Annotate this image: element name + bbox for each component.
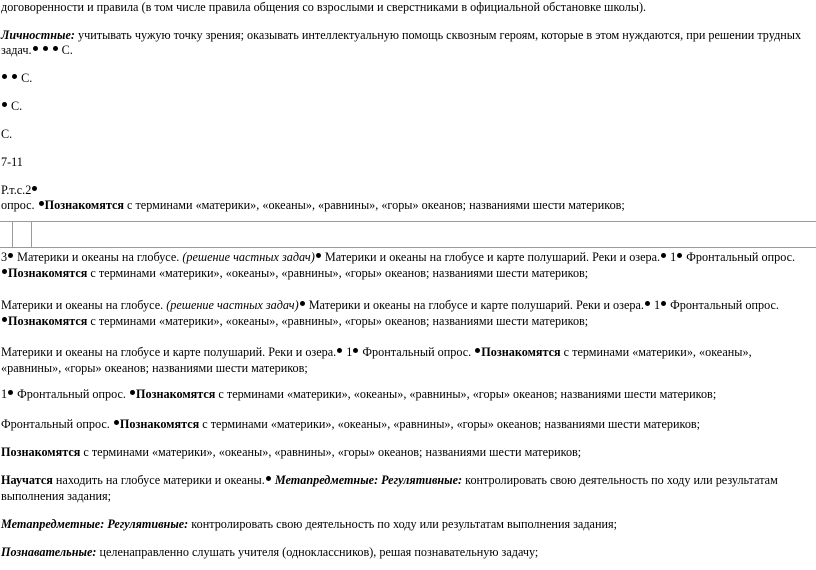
- bullet-dot-icon: [12, 74, 17, 79]
- text-line: [1, 155, 23, 170]
- bullet-dot-icon: [661, 301, 666, 306]
- text-span: Фронтальный опрос.: [683, 250, 796, 264]
- text-line: [1, 473, 778, 488]
- bold-term: Познакомятся: [1, 445, 81, 459]
- text-line: [1, 99, 22, 114]
- text-span: с терминами «материки», «океаны», «равнины», «горы» океанов; названиями шести материков;: [215, 387, 717, 401]
- text-span: контролировать свою деятельность по ходу или результатам: [462, 473, 778, 487]
- bold-term: Научатся: [1, 473, 53, 487]
- text-span: 1: [667, 250, 677, 264]
- table-row: [0, 221, 816, 248]
- text-span: целенаправленно слушать учителя (одноклассников), решая познавательную задачу;: [96, 545, 539, 559]
- text-line: [1, 250, 795, 265]
- text-span: Р.т.с.2: [1, 183, 32, 197]
- bullet-dot-icon: [645, 301, 650, 306]
- text-span: учитывать чужую точку зрения; оказывать интеллектуальную помощь сквозным героям, которые в этом нуждаются, при решении трудных: [74, 28, 802, 42]
- text-span: с терминами «материки», «океаны», «равнины», «горы» океанов; названиями шести материков;: [87, 266, 589, 280]
- italic-span: (решение частных задач): [182, 250, 315, 264]
- text-line: [1, 445, 581, 460]
- text-span: Фронтальный опрос.: [1, 417, 113, 431]
- bullet-dot-icon: [114, 420, 119, 425]
- bullet-dot-icon: [266, 476, 271, 481]
- text-line: [1, 489, 111, 504]
- bullet-dot-icon: [2, 102, 7, 107]
- bullet-dot-icon: [8, 253, 13, 258]
- bold-term: Познакомятся: [8, 314, 88, 328]
- text-span: С.: [8, 99, 23, 113]
- text-span: задач.: [1, 43, 32, 57]
- text-line: [1, 517, 617, 532]
- text-span: с терминами «материки», «океаны», «равнины», «горы» океанов; названиями шести материков;: [80, 445, 582, 459]
- text-line: [1, 387, 716, 402]
- bold-term: Познакомятся: [119, 417, 200, 431]
- italic-span: (решение частных задач): [166, 298, 299, 312]
- table-cell-divider: [12, 222, 13, 247]
- text-span: опрос.: [1, 198, 38, 212]
- text-span: с терминами «материки», «океаны», «равнины», «горы» океанов; названиями шести материков;: [123, 198, 625, 212]
- bullet-dot-icon: [661, 253, 666, 258]
- personal-results-line: [1, 28, 801, 43]
- bullet-dot-icon: [316, 253, 321, 258]
- metasubject-regulatory-label: Метапредметные: Регулятивные:: [1, 517, 189, 531]
- text-span: договоренности и правила (в том числе правила общения со взрослыми и сверстниками в официальной обстановке школы).: [1, 0, 647, 14]
- text-span: Материки и океаны на глобусе.: [14, 250, 183, 264]
- text-span: с терминами «материки», «океаны», «равнины», «горы» океанов; названиями шести материков;: [199, 417, 701, 431]
- bullet-dot-icon: [32, 186, 37, 191]
- bullet-dot-icon: [8, 390, 13, 395]
- bullet-dot-icon: [2, 269, 7, 274]
- text-span: 1: [650, 298, 661, 312]
- text-span: 7-11: [1, 155, 23, 169]
- bullet-dot-icon: [39, 201, 44, 206]
- text-line: [1, 71, 32, 86]
- text-line: [1, 361, 308, 376]
- bold-term: Познакомятся: [481, 345, 561, 359]
- bullet-dot-icon: [130, 390, 135, 395]
- bullet-dot-icon: [475, 348, 480, 353]
- bullet-dot-icon: [677, 253, 682, 258]
- text-span: контролировать свою деятельность по ходу или результатам выполнения задания;: [188, 517, 617, 531]
- text-line: [1, 183, 38, 198]
- table-cell-divider: [31, 222, 32, 247]
- bullet-dot-icon: [53, 46, 58, 51]
- text-span: 3: [1, 250, 8, 264]
- text-span: Материки и океаны на глобусе.: [1, 298, 167, 312]
- bullet-dot-icon: [337, 348, 342, 353]
- text-line: [1, 43, 73, 58]
- text-span: 1: [1, 387, 8, 401]
- text-span: С.: [1, 127, 13, 141]
- cognitive-label: Познавательные:: [1, 545, 97, 559]
- text-span: Материки и океаны на глобусе и карте полушарий. Реки и озера.: [305, 298, 644, 312]
- text-line: [1, 266, 588, 281]
- personal-results-label: Личностные:: [1, 28, 75, 42]
- text-span: Фронтальный опрос.: [667, 298, 779, 312]
- text-span: с терминами «материки», «океаны»,: [560, 345, 752, 359]
- text-span: С.: [58, 43, 73, 57]
- bullet-dot-icon: [43, 46, 48, 51]
- bullet-dot-icon: [300, 301, 305, 306]
- text-span: Материки и океаны на глобусе и карте полушарий. Реки и озера.: [1, 345, 337, 359]
- text-span: находить на глобусе материки и океаны.: [52, 473, 265, 487]
- text-span: Фронтальный опрос.: [14, 387, 130, 401]
- text-span: 1: [343, 345, 353, 359]
- text-span: «равнины», «горы» океанов; названиями шести материков;: [1, 361, 308, 375]
- text-span: С.: [18, 71, 33, 85]
- bullet-dot-icon: [33, 46, 38, 51]
- metasubject-regulatory-label: Метапредметные: Регулятивные:: [271, 473, 463, 487]
- text-line: [1, 0, 646, 15]
- bullet-dot-icon: [2, 74, 7, 79]
- text-line: [1, 314, 588, 329]
- bold-term: Познакомятся: [136, 387, 216, 401]
- bullet-dot-icon: [353, 348, 358, 353]
- text-line: [1, 298, 779, 313]
- text-line: [1, 345, 752, 360]
- bold-term: Познакомятся: [44, 198, 124, 212]
- text-span: с терминами «материки», «океаны», «равнины», «горы» океанов; названиями шести материков;: [87, 314, 589, 328]
- bullet-dot-icon: [2, 317, 7, 322]
- text-line: [1, 545, 538, 560]
- bold-term: Познакомятся: [8, 266, 88, 280]
- text-line: [1, 127, 12, 142]
- text-line: [1, 417, 700, 432]
- text-span: Материки и океаны на глобусе и карте полушарий. Реки и озера.: [321, 250, 661, 264]
- text-span: выполнения задания;: [1, 489, 111, 503]
- text-line: [1, 198, 625, 213]
- text-span: Фронтальный опрос.: [359, 345, 475, 359]
